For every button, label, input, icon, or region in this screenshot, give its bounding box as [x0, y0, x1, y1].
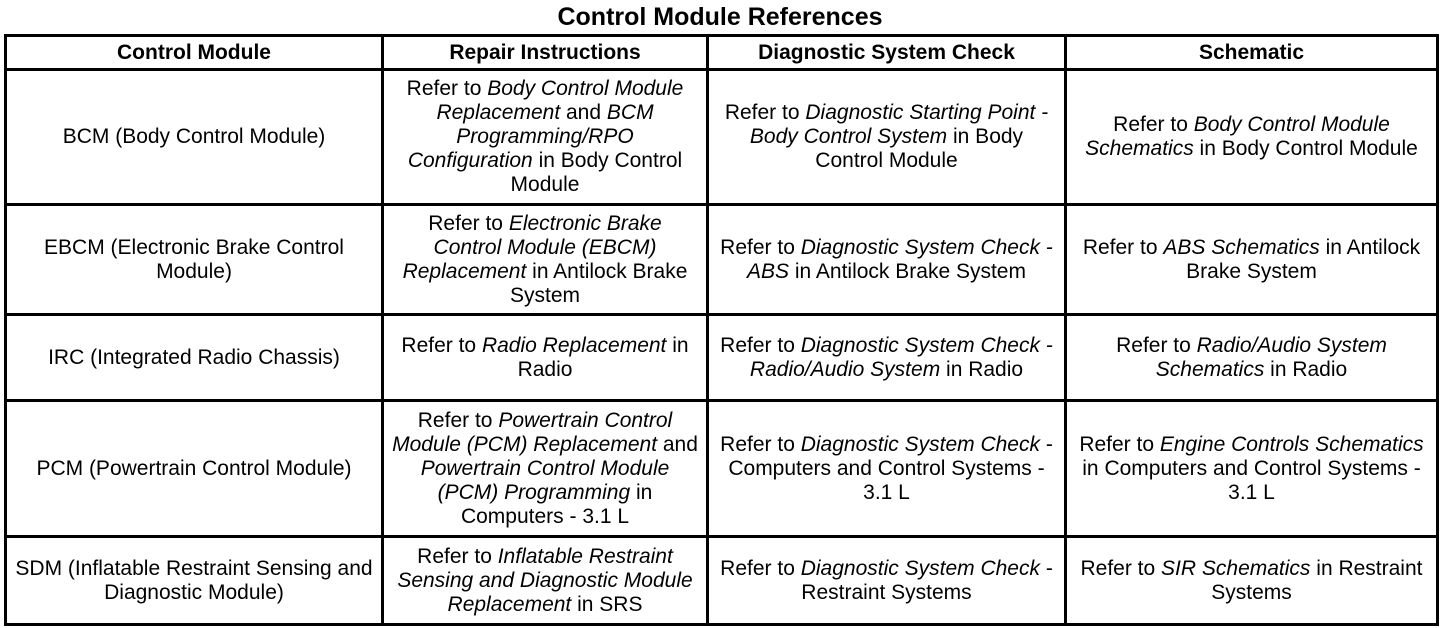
cell-text	[392, 409, 698, 528]
repair-instructions-cell	[383, 315, 708, 401]
diagnostic-check-cell	[708, 315, 1066, 401]
cell-text	[407, 77, 684, 196]
cell-text	[720, 236, 1053, 283]
text-segment: Refer to	[417, 544, 498, 568]
table-row	[6, 537, 1438, 625]
text-segment: in Radio	[1264, 357, 1348, 381]
text-segment: Refer to	[720, 556, 801, 580]
column-header-diagnostic-system-check: Diagnostic System Check	[708, 36, 1066, 70]
diagnostic-check-cell	[708, 205, 1066, 315]
schematic-cell	[1066, 537, 1438, 625]
text-segment: Refer to	[1116, 333, 1197, 357]
repair-instructions-cell	[383, 70, 708, 205]
cell-text	[1116, 334, 1387, 381]
text-segment: in Antilock Brake System	[789, 259, 1026, 283]
text-segment: in Radio	[940, 357, 1024, 381]
text-segment: Refer to	[720, 333, 801, 357]
module-cell	[6, 537, 383, 625]
text-segment: Refer to	[1080, 556, 1162, 580]
module-cell	[6, 70, 383, 205]
cell-text	[15, 557, 372, 604]
cell-text	[1083, 236, 1420, 283]
reference-title: Powertrain Control Module (PCM) Replacement	[392, 408, 673, 456]
reference-title: Radio/Audio System Schematics	[1155, 333, 1387, 381]
cell-text	[725, 101, 1048, 172]
reference-title: Diagnostic System Check - ABS	[747, 235, 1053, 283]
cell-text	[44, 236, 344, 283]
repair-instructions-cell	[383, 537, 708, 625]
text-segment: in SRS	[571, 592, 643, 616]
cell-text	[397, 545, 692, 616]
schematic-cell	[1066, 401, 1438, 537]
table-body	[6, 70, 1438, 625]
text-segment: SDM (Inflatable Restraint Sensing and Diagnostic Module)	[15, 556, 373, 604]
schematic-cell	[1066, 315, 1438, 401]
text-segment: Refer to	[724, 101, 806, 124]
cell-text	[720, 433, 1053, 504]
page-title: Control Module References	[557, 3, 883, 31]
reference-title: Inflatable Restraint Sensing and Diagnostic Module Replacement	[397, 544, 693, 616]
text-segment: IRC (Integrated Radio Chassis)	[48, 345, 340, 369]
reference-title: Powertrain Control Module (PCM) Programming	[420, 456, 670, 504]
text-segment: Refer to	[401, 333, 482, 357]
text-segment: Refer to	[1113, 113, 1194, 136]
text-segment: PCM (Powertrain Control Module)	[36, 456, 352, 480]
text-segment: Refer to	[417, 408, 499, 432]
text-segment: Refer to	[428, 211, 509, 235]
repair-instructions-cell	[383, 205, 708, 315]
text-segment: Refer to	[1079, 432, 1160, 456]
header-row	[6, 36, 1438, 70]
schematic-cell	[1066, 205, 1438, 315]
cell-text	[720, 334, 1053, 381]
text-segment: in Computers and Control Systems - 3.1 L	[1082, 456, 1421, 504]
table-row	[6, 70, 1438, 205]
reference-title: Body Control Module Replacement	[436, 77, 684, 124]
text-segment: in Antilock Brake System	[1186, 235, 1421, 283]
module-cell	[6, 401, 383, 537]
table-row	[6, 315, 1438, 401]
text-segment: in Body Control Module	[510, 149, 683, 196]
cell-text	[1085, 113, 1418, 160]
control-module-table	[4, 34, 1439, 626]
text-segment: Refer to	[720, 432, 801, 456]
text-segment: and	[657, 432, 698, 456]
cell-text	[720, 557, 1053, 604]
reference-title: ABS Schematics	[1163, 235, 1320, 259]
text-segment: - Computers and Control Systems - 3.1 L	[728, 432, 1053, 504]
table-row	[6, 401, 1438, 537]
reference-title: Engine Controls Schematics	[1159, 432, 1424, 456]
reference-title: Radio Replacement	[481, 333, 667, 357]
text-segment: EBCM (Electronic Brake Control Module)	[44, 235, 344, 283]
table-header	[6, 36, 1438, 70]
diagnostic-check-cell	[708, 70, 1066, 205]
column-header-control-module: Control Module	[6, 36, 383, 70]
cell-text	[36, 457, 351, 480]
repair-instructions-cell	[383, 401, 708, 537]
text-segment: in Computers - 3.1 L	[460, 480, 653, 528]
text-segment: and	[560, 101, 607, 124]
module-cell	[6, 205, 383, 315]
text-segment: in Antilock Brake System	[509, 259, 688, 307]
reference-title: Diagnostic System Check	[800, 556, 1040, 580]
diagnostic-check-cell	[708, 537, 1066, 625]
text-segment: Refer to	[1082, 235, 1164, 259]
cell-text	[48, 346, 340, 369]
text-segment: in Radio	[517, 333, 689, 381]
text-segment: in Body Control Module	[1193, 137, 1418, 160]
column-header-schematic: Schematic	[1066, 36, 1438, 70]
cell-text	[1079, 433, 1423, 504]
diagnostic-check-cell	[708, 401, 1066, 537]
reference-title: Electronic Brake Control Module (EBCM) Replacement	[402, 211, 662, 283]
text-segment: in Body Control Module	[815, 125, 1024, 172]
schematic-cell	[1066, 70, 1438, 205]
reference-title: Diagnostic System Check	[800, 432, 1040, 456]
reference-title: BCM Programming/RPO Configuration	[407, 101, 654, 172]
text-segment: Refer to	[720, 235, 801, 259]
cell-text	[403, 212, 688, 307]
text-segment: Refer to	[406, 77, 488, 100]
table-row	[6, 205, 1438, 315]
text-segment: - Restraint Systems	[801, 556, 1053, 604]
reference-title: Diagnostic System Check - Radio/Audio System	[749, 333, 1053, 381]
cell-text	[63, 125, 326, 148]
cell-text	[1081, 557, 1423, 604]
module-cell	[6, 315, 383, 401]
column-header-repair-instructions: Repair Instructions	[383, 36, 708, 70]
reference-title: Diagnostic Starting Point - Body Control System	[749, 101, 1049, 148]
reference-title: SIR Schematics	[1161, 556, 1311, 580]
text-segment: BCM (Body Control Module)	[62, 125, 326, 148]
reference-title: Body Control Module Schematics	[1085, 113, 1390, 160]
text-segment: in Restraint Systems	[1211, 556, 1423, 604]
cell-text	[401, 334, 688, 381]
